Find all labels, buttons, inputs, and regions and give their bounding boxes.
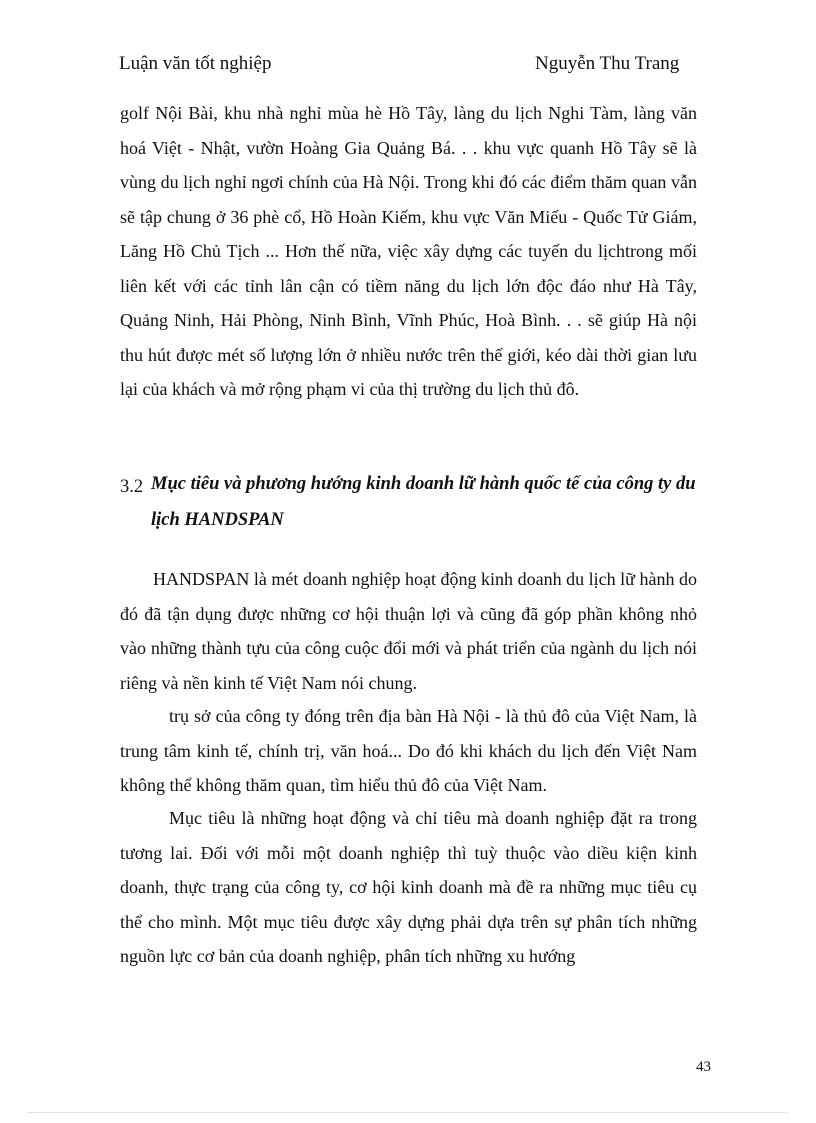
section-title: Mục tiêu và phương hướng kinh doanh lữ hành quốc tế của công ty du lịch HANDSPAN bbox=[151, 474, 696, 530]
paragraph-headquarters: trụ sở của công ty đóng trên địa bàn Hà Nội - là thủ đô của Việt Nam, là trung tâm kinh tế, chính trị, văn hoá... Do đó khi khách du lịch đến Việt Nam không thể không thăm quan, tìm hiểu thủ đô của Việt Nam. bbox=[120, 706, 697, 795]
paragraph-handspan-intro: HANDSPAN là mét doanh nghiệp hoạt động kinh doanh du lịch lữ hành do đó đã tận dụng được những cơ hội thuận lợi và cũng đã góp phần không nhỏ vào những thành tựu của công cuộc đổi mới và phát triển của ngành du lịch nói riêng và nền kinh tế Việt Nam nói chung. bbox=[120, 569, 697, 693]
page-number: 43 bbox=[696, 1059, 711, 1075]
running-header-author: Nguyễn Thu Trang bbox=[535, 53, 680, 74]
paragraph-tourism-areas: golf Nội Bài, khu nhà nghỉ mùa hè Hồ Tây, làng du lịch Nghi Tàm, làng văn hoá Việt - Nhật, vườn Hoàng Gia Quảng Bá. . . khu vực quanh Hồ Tây sẽ là vùng du lịch nghỉ ngơi chính của Hà Nội. Trong khi đó các điểm thăm quan vẫn sẽ tập chung ở 36 phè cổ, Hồ Hoàn Kiếm, khu vực Văn Miếu - Quốc Tử Giám, Lăng Hồ Chủ Tịch ... Hơn thế nữa, việc xây dựng các tuyến du lịchtrong mối liên kết với các tỉnh lân cận có tiềm năng du lịch lớn độc đáo như Hà Tây, Quảng Ninh, Hải Phòng, Ninh Bình, Vĩnh Phúc, Hoà Bình. . . sẽ giúp Hà nội thu hút được mét số lượng lớn ở nhiều nước trên thế giới, kéo dài thời gian lưu lại của khách và mở rộng phạm vi của thị trường du lịch thủ đô. bbox=[120, 103, 697, 399]
page-bottom-divider bbox=[28, 1112, 788, 1113]
paragraph-objectives: Mục tiêu là những hoạt động và chỉ tiêu mà doanh nghiệp đặt ra trong tương lai. Đối với mỗi một doanh nghiệp thì tuỳ thuộc vào diều kiện kinh doanh, thực trạng của công ty, cơ hội kinh doanh mà đề ra những mục tiêu cụ thể cho mình. Một mục tiêu được xây dựng phải dựa trên sự phân tích những nguồn lực cơ bản của doanh nghiệp, phân tích những xu hướng bbox=[120, 808, 697, 966]
section-number: 3.2 bbox=[120, 477, 144, 497]
running-header-title: Luận văn tốt nghiệp bbox=[119, 53, 272, 74]
